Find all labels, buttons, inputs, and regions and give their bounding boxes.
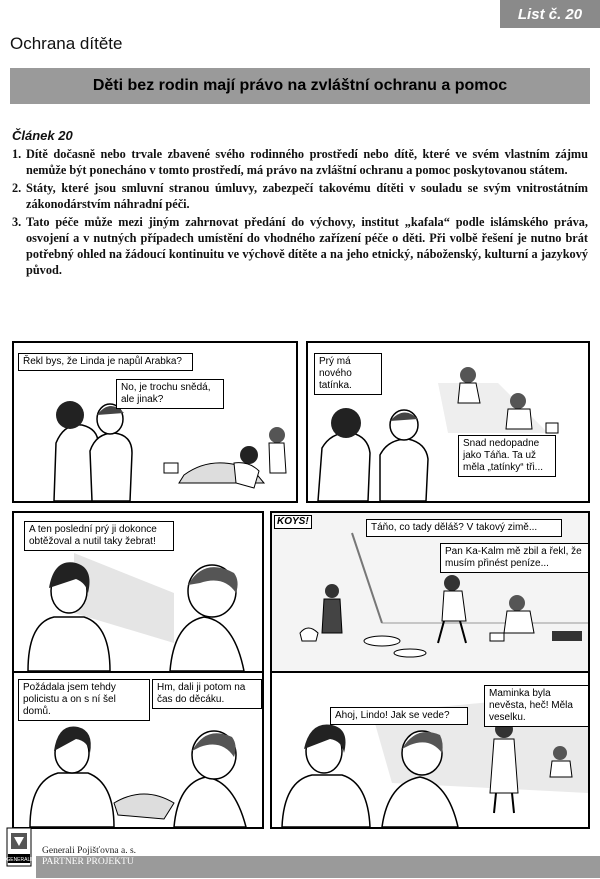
sheet-number-tag: List č. 20: [500, 0, 600, 28]
sound-effect: KOYS!: [274, 515, 312, 529]
speech-bubble: Hm, dali ji potom na čas do děcáku.: [152, 679, 262, 709]
article-text: [12, 128, 588, 280]
article-item-text: Tato péče může mezi jiným zahrnovat předání do výchovy, institut „kafala“ podle islámského práva, osvojení a v nutných případech umístění do vhodného zařízení péče o děti. Při volbě řešení je nutno brát potřebný ohled na žádoucí kontinuitu ve výchově dítěte a na jeho etnický, náboženský, kulturní a jazykový původ.: [26, 215, 588, 277]
article-item-number: 1.: [12, 147, 22, 161]
comic-panel-5: [12, 671, 264, 829]
comic-panel-4: [270, 511, 590, 673]
speech-bubble: Snad nedopadne jako Táňa. Ta už měla „tatínky“ tři...: [458, 435, 556, 477]
speech-bubble: Požádala jsem tehdy policistu a on s ní šel domů.: [18, 679, 150, 721]
speech-bubble: No, je trochu snědá, ale jinak?: [116, 379, 224, 409]
comic-panel-2: [306, 341, 590, 503]
comic-panel-6: [270, 671, 590, 829]
speech-bubble: Pan Ka-Kalm mě zbil a řekl, že musím přinést peníze...: [440, 543, 590, 573]
article-item: [12, 214, 588, 278]
speech-bubble: A ten poslední prý ji dokonce obtěžoval a nutil taky žebrat!: [24, 521, 174, 551]
article-item: [12, 146, 588, 178]
article-item-number: 2.: [12, 181, 22, 195]
speech-bubble: Maminka byla nevěsta, heč! Měla veselku.: [484, 685, 590, 727]
comic-panel-1: [12, 341, 298, 503]
article-item: [12, 180, 588, 212]
partner-name: Generali Pojišťovna a. s.: [42, 846, 137, 856]
partner-bar: [36, 856, 600, 878]
svg-text:GENERALI: GENERALI: [6, 857, 32, 863]
comic-panel-3: [12, 511, 264, 673]
partner-label: PARTNER PROJEKTU: [42, 857, 134, 867]
topic-banner: [10, 68, 590, 104]
speech-bubble: Ahoj, Lindo! Jak se vede?: [330, 707, 468, 725]
article-list: [12, 146, 588, 278]
banner-title: Děti bez rodin mají právo na zvláštní ochranu a pomoc: [92, 77, 508, 94]
section-title: Ochrana dítěte: [10, 34, 123, 53]
speech-bubble: Táňo, co tady děláš? V takový zimě...: [366, 519, 562, 537]
speech-bubble: Řekl bys, že Linda je napůl Arabka?: [18, 353, 193, 371]
comic-strip: [12, 341, 590, 825]
speech-bubble: Prý má nového tatínka.: [314, 353, 382, 395]
article-item-text: Státy, které jsou smluvní stranou úmluvy, zabezpečí takovému dítěti v souladu se svým vnitrostátním zákonodárstvím náhradní péči.: [26, 181, 588, 211]
article-item-text: Dítě dočasně nebo trvale zbavené svého rodinného prostředí nebo dítě, které ve svém vlastním zájmu nemůže být ponecháno v tomto prostředí, má právo na zvláštní ochranu a pomoc poskytovanou státem.: [26, 147, 588, 177]
article-item-number: 3.: [12, 215, 22, 229]
generali-logo-icon: [6, 827, 32, 867]
article-heading: Článek 20: [12, 128, 73, 143]
